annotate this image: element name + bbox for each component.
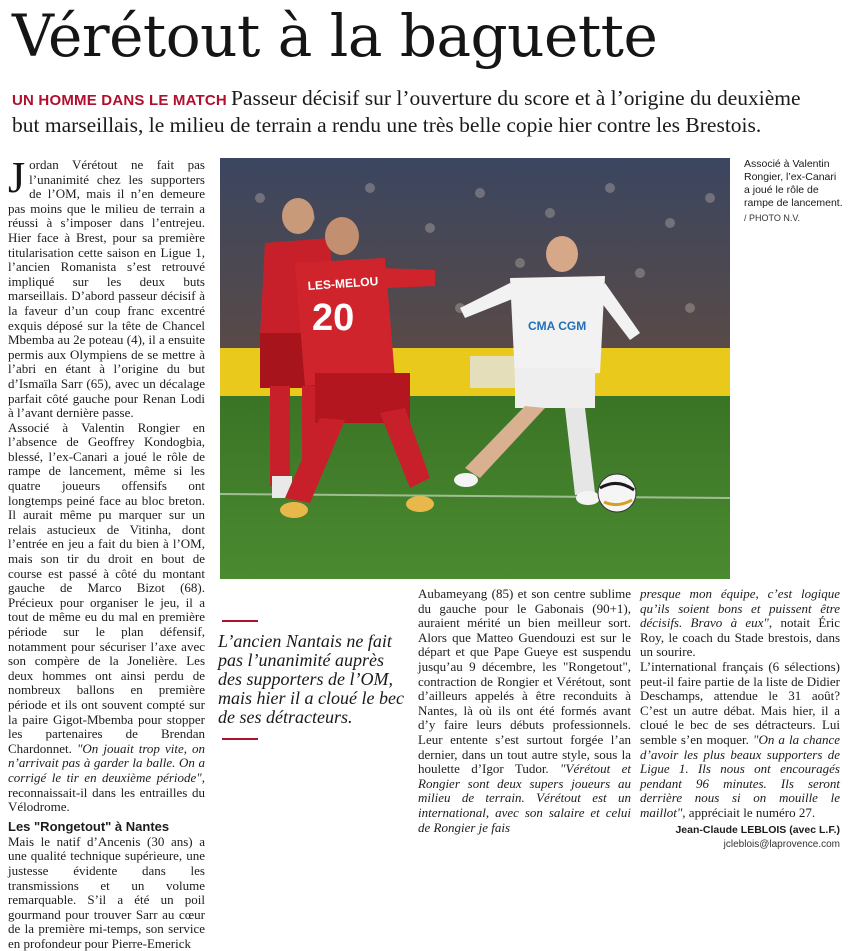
author-email[interactable]: jcleblois@laprovence.com	[723, 839, 840, 851]
paragraph-2	[8, 421, 205, 815]
caption-text: Associé à Valentin Rongier, l’ex-Canari a joué le rôle de rampe de lancement.	[744, 158, 843, 209]
pullquote-rule-bottom	[222, 738, 258, 740]
article-column-1	[8, 153, 206, 951]
jersey-number: 20	[312, 297, 355, 339]
paragraph-2-text: Associé à Valentin Rongier en l’absence de Geoffrey Kondogbia, blessé, l’ex-Canari a joué le rôle de rampe de lancement, même si les quatre joueurs offensifs ont longtemps peiné face au bloc breton. Il aurait même pu marquer sur un relais astucieux de Vitinha, dont l’entrée en jeu a fait du bien à l’OM, mais son tir du droit en bout de course est passé à côté du montant gauche de Marco Bizot (68). Précieux pour organiser le jeu, il a tout de même eu du mal en première période sur le plan défensif, notamment pour sécuriser l’axe avec son compère de la Jonelière. Les deux hommes ont ainsi perdu de nombreux ballons en première période et ils ont souvent compté sur la paire Gigot-Mbemba pour stopper les partenaires de Brendan Chardonnet.	[8, 419, 205, 756]
article-column-3	[418, 587, 631, 835]
jersey-sponsor: CMA CGM	[528, 319, 587, 333]
paragraph-c4-b	[640, 660, 840, 821]
kicker: UN HOMME DANS LE MATCH	[12, 92, 227, 109]
paragraph-c4-c: , appréciait le numéro 27.	[682, 804, 816, 820]
match-photo	[220, 158, 730, 579]
pullquote: L’ancien Nantais ne fait pas l’unanimité auprès des supporters de l’OM, mais hier il a cloué le bec de ses détracteurs.	[218, 631, 404, 727]
paragraph-c3	[418, 587, 631, 835]
paragraph-4: Mais le natif d’Ancenis (30 ans) a une qualité technique supérieure, une justesse évidente dans les transmissions et un volume remarquable. S’il a été un poil gourmand pour trouver Sarr au cœur de la première mi-temps, son service en profondeur pour Pierre-Emerick	[8, 833, 205, 951]
byline: Jean-Claude LEBLOIS (avec L.F.)	[675, 823, 840, 836]
paragraph-c4-a-text: , notait Éric Roy, le coach du Stade brestois, dans un sourire.	[640, 615, 841, 660]
subhead: Les "Rongetout" à Nantes	[8, 818, 170, 834]
photo-caption	[744, 158, 844, 225]
paragraph-c3-text: Aubameyang (85) et son centre sublime du gauche pour le Gabonais (90+1), auraient mérité un bien meilleur sort. Alors que Matteo Guendouzi est sur le départ et que Pape Gueye est suspendu jusqu’au 9 décembre, les "Rongetout", contraction de Rongier et Vérétout, sont d’ailleurs appelés à être reconduits à Nantes, là où ils ont été formés avant d’y faire leurs débuts professionnels. Leur entente s’est surtout forgée l’an dernier, dans un tout autre style, sous la houlette d’Igor Tudor.	[418, 586, 631, 777]
paragraph-c4-b-text: L’international français (6 sélections) peut-il faire partie de la liste de Didier Deschamps, attendue le 31 août? C’est un autre débat. Mais hier, il a cloué le bec de ses détracteurs. Lui semble s’en moquer.	[640, 658, 840, 747]
quote-2-cont: presque mon équipe, c’est logique qu’ils soient bons et puissent être décisifs. Bravo à eux"	[640, 586, 840, 631]
drop-cap: J	[8, 153, 26, 202]
headline: Vérétout à la baguette	[12, 2, 658, 70]
pullquote-rule-top	[222, 620, 258, 622]
chapo	[12, 86, 832, 138]
paragraph-c4-a	[640, 587, 840, 660]
quote-2: "Vérétout et Rongier sont deux supers joueurs au milieu de terrain. Vérétout est un international, avec son salaire et celui de Rongier je fais	[418, 761, 632, 835]
article-column-4	[640, 587, 840, 853]
photo-credit: / PHOTO N.V.	[744, 213, 801, 223]
match-photo-illustration	[220, 158, 730, 579]
quote-3: "On a la chance d’avoir les plus beaux supporters de Ligue 1. Ils nous ont encouragés pendant 96 minutes. Ils seront derrière nous si on mouille le maillot"	[640, 731, 840, 820]
paragraph-2-end: , reconnaissait-il dans les entrailles du Vélodrome.	[8, 769, 205, 815]
quote-1: "On jouait trop vite, on n’arrivait pas à garder la balle. On a corrigé le tir en deuxième période"	[8, 740, 206, 785]
jersey-name: LES-MELOU	[307, 274, 379, 293]
chapo-text: Passeur décisif sur l’ouverture du score et à l’origine du deuxième but marseillais, le milieu de terrain a rendu une très belle copie hier contre les Brestois.	[12, 86, 801, 137]
paragraph-1: ordan Vérétout ne fait pas l’unanimité chez les supporters de l’OM, mais il n’en demeure pas moins que le milieu de terrain a réussi à s’imposer dans l’entrejeu. Hier face à Brest, pour sa première titularisation cette saison en Ligue 1, l’ancien Romanista s’est retrouvé impliqué sur les deux buts marseillais. D’abord passeur décisif à la faveur d’un coup franc excentré exquis déposé sur la tête de Chancel Mbemba au 2e poteau (4), il a ensuite permis aux Olympiens de se mettre à l’abri en étant à l’origine du but d’Ismaïla Sarr (65), avec un décalage parfait côté gauche pour Renan Lodi à l’avant dernière passe.	[8, 157, 205, 421]
